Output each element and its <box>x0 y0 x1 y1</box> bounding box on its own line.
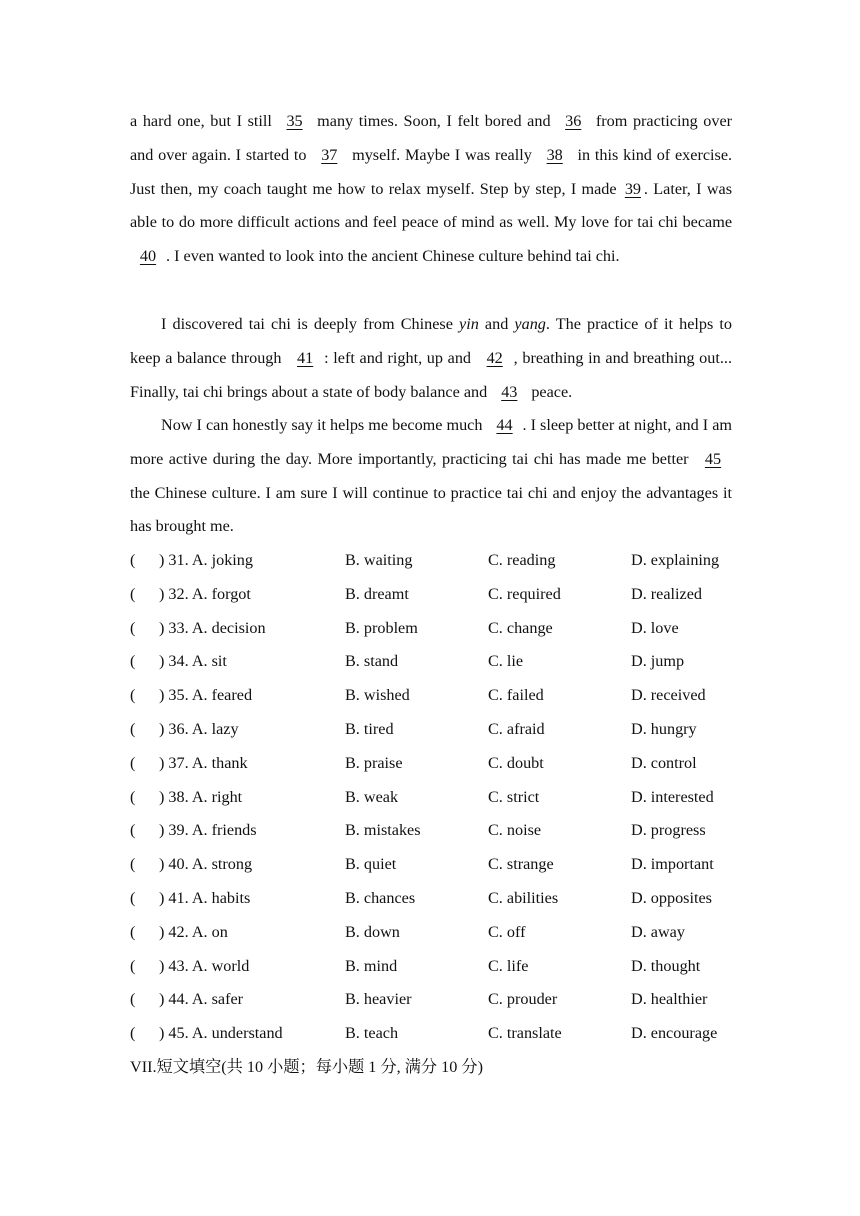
question-row <box>130 781 750 815</box>
text-run: in this kind of exercise. Just then, my coach taught me how to relax myself. Step by step, I made <box>130 145 733 198</box>
question-row <box>130 612 750 646</box>
question-option-c: C. doubt <box>488 753 544 772</box>
question-option-d: D. received <box>631 686 706 705</box>
question-option-a: ) 36. A. lazy <box>159 720 239 738</box>
blank-45: 45 <box>704 449 722 468</box>
question-option-b: B. mind <box>345 956 398 975</box>
question-option-b: B. tired <box>345 720 394 738</box>
question-option-b: B. mistakes <box>345 821 421 840</box>
text-run: , breathing in and breathing out... Finally, tai chi brings about a state of body balance and <box>130 348 733 401</box>
question-row <box>130 916 750 950</box>
blank-41: 41 <box>297 348 314 367</box>
italic-term-yang: yang <box>514 315 546 333</box>
text-run: . The practice of it helps to keep a balance through <box>130 315 733 367</box>
question-option-d: D. thought <box>631 956 701 975</box>
text-run: from practicing over and over again. I started to <box>130 112 733 164</box>
question-option-c: C. strict <box>488 787 540 806</box>
answer-paren: ( <box>130 956 136 975</box>
question-option-b: B. chances <box>345 889 416 907</box>
blank-36: 36 <box>565 112 582 130</box>
question-option-c: C. noise <box>488 821 542 840</box>
blank-35: 35 <box>286 112 303 130</box>
text-run: . I sleep better at night, and I am more active during the day. More importantly, practicing tai chi has made me better <box>130 416 733 468</box>
question-option-c: C. failed <box>488 686 544 705</box>
answer-paren: ( <box>130 922 136 941</box>
question-option-b: B. heavier <box>345 990 412 1009</box>
question-option-c: C. off <box>488 922 526 941</box>
question-option-d: D. important <box>631 855 714 874</box>
answer-paren: ( <box>130 990 136 1009</box>
answer-paren: ( <box>130 821 136 840</box>
text-run: myself. Maybe I was really <box>352 145 532 164</box>
question-option-c: C. translate <box>488 1024 562 1043</box>
passage-paragraph-1 <box>130 105 732 274</box>
text-run: a hard one, but I still <box>130 112 272 130</box>
question-option-b: B. weak <box>345 787 399 806</box>
blank-37: 37 <box>321 145 338 164</box>
question-option-a: ) 44. A. safer <box>159 990 244 1009</box>
question-option-a: ) 37. A. thank <box>159 753 248 772</box>
question-option-d: D. healthier <box>631 990 708 1009</box>
question-option-d: D. explaining <box>631 551 720 569</box>
question-option-d: D. hungry <box>631 720 697 738</box>
question-option-d: D. realized <box>631 584 703 603</box>
question-option-d: D. opposites <box>631 889 712 907</box>
text-run: Now I can honestly say it helps me become much <box>161 416 483 434</box>
question-option-a: ) 42. A. on <box>159 922 228 941</box>
question-option-c: C. abilities <box>488 889 559 907</box>
text-run: I discovered tai chi is deeply from Chinese <box>161 315 453 333</box>
answer-paren: ( <box>130 720 136 738</box>
question-option-d: D. control <box>631 753 697 772</box>
text-run: many times. Soon, I felt bored and <box>317 112 551 130</box>
passage-paragraph-3 <box>130 409 732 544</box>
question-option-b: B. teach <box>345 1024 399 1043</box>
question-row <box>130 713 750 747</box>
question-option-a: ) 32. A. forgot <box>159 584 251 603</box>
question-row <box>130 882 750 916</box>
text-run: peace. <box>531 382 573 401</box>
question-option-b: B. problem <box>345 618 418 637</box>
question-option-c: C. required <box>488 584 561 603</box>
question-row <box>130 814 750 848</box>
question-option-b: B. wished <box>345 686 410 705</box>
answer-paren: ( <box>130 787 136 806</box>
text-run: : left and right, up and <box>324 348 472 367</box>
answer-paren: ( <box>130 618 136 637</box>
question-option-c: C. prouder <box>488 990 558 1009</box>
answer-paren: ( <box>130 889 136 907</box>
question-option-c: C. afraid <box>488 720 545 738</box>
blank-39: 39 <box>624 179 641 198</box>
answer-paren: ( <box>130 753 136 772</box>
question-option-c: C. change <box>488 618 553 637</box>
question-row <box>130 578 750 612</box>
question-row <box>130 950 750 984</box>
question-option-a: ) 41. A. habits <box>159 889 251 907</box>
answer-paren: ( <box>130 584 136 603</box>
question-option-a: ) 45. A. understand <box>159 1024 283 1043</box>
question-row <box>130 645 750 679</box>
question-row <box>130 679 750 713</box>
question-option-b: B. quiet <box>345 855 397 874</box>
blank-42: 42 <box>486 348 503 367</box>
question-option-b: B. waiting <box>345 551 413 569</box>
question-row <box>130 1017 750 1051</box>
question-option-c: C. strange <box>488 855 554 874</box>
question-option-a: ) 38. A. right <box>159 787 243 806</box>
italic-term-yin: yin <box>459 315 479 333</box>
answer-paren: ( <box>130 855 136 874</box>
text-run: . I even wanted to look into the ancient Chinese culture behind tai chi. <box>166 247 620 266</box>
answer-paren: ( <box>130 686 136 705</box>
blank-38: 38 <box>546 145 563 164</box>
text-run: the Chinese culture. I am sure I will continue to practice tai chi and enjoy the advantages it has brought me. <box>130 483 732 536</box>
question-option-a: ) 40. A. strong <box>159 855 253 874</box>
question-row <box>130 544 750 578</box>
section-heading: VII.短文填空(共 10 小题；每小题 1 分, 满分 10 分) <box>130 1058 483 1076</box>
text-run: . Later, I was able to do more difficult actions and feel peace of mind as well. My love for tai chi became <box>130 179 732 232</box>
question-option-b: B. dreamt <box>345 584 409 603</box>
question-option-d: D. interested <box>631 787 714 806</box>
question-option-a: ) 39. A. friends <box>159 821 257 840</box>
question-option-a: ) 43. A. world <box>159 956 250 975</box>
question-option-b: B. down <box>345 922 400 941</box>
question-row <box>130 747 750 781</box>
question-option-c: C. life <box>488 956 529 975</box>
question-option-a: ) 31. A. joking <box>159 551 253 569</box>
question-option-b: B. praise <box>345 753 403 772</box>
question-option-c: C. lie <box>488 652 524 671</box>
blank-40: 40 <box>139 247 157 266</box>
question-row <box>130 848 750 882</box>
answer-paren: ( <box>130 551 136 569</box>
question-option-a: ) 35. A. feared <box>159 686 253 705</box>
question-option-d: D. love <box>631 618 679 637</box>
question-option-c: C. reading <box>488 551 556 569</box>
answer-paren: ( <box>130 652 136 671</box>
answer-paren: ( <box>130 1024 136 1043</box>
question-option-a: ) 33. A. decision <box>159 618 266 637</box>
question-option-d: D. progress <box>631 821 706 840</box>
question-option-b: B. stand <box>345 652 399 671</box>
blank-43: 43 <box>501 382 518 401</box>
question-option-d: D. encourage <box>631 1024 718 1043</box>
question-option-d: D. jump <box>631 652 685 671</box>
question-option-d: D. away <box>631 922 685 941</box>
blank-44: 44 <box>496 416 513 434</box>
question-row <box>130 983 750 1017</box>
passage-paragraph-2 <box>130 308 732 409</box>
question-option-a: ) 34. A. sit <box>159 652 227 671</box>
text-run: and <box>484 315 509 333</box>
